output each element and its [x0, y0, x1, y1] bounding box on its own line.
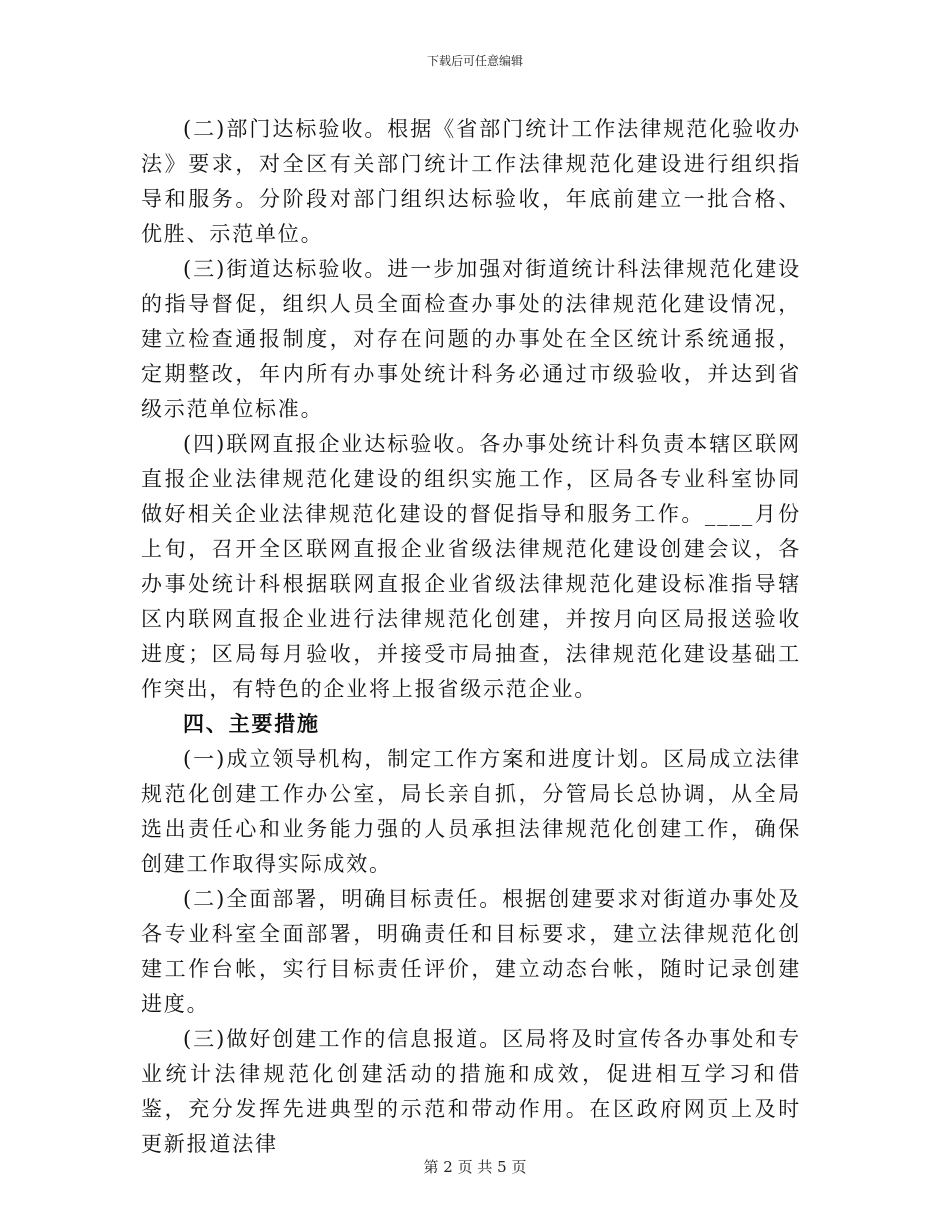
- paragraph-enterprise-acceptance: (四)联网直报企业达标验收。各办事处统计科负责本辖区联网直报企业法律规范化建设的组织实施工作，区局各专业科室协同做好相关企业法律规范化建设的督促指导和服务工作。____月份上旬，召开全区联网直报企业省级法律规范化建设创建会议，各办事处统计科根据联网直报企业省级法律规范化建设标准指导辖区内联网直报企业进行法律规范化创建，并按月向区局报送验收进度；区局每月验收，并接受市局抽查，法律规范化建设基础工作突出，有特色的企业将上报省级示范企业。: [141, 432, 801, 701]
- document-body: [141, 112, 801, 1162]
- page-header: 下载后可任意编辑: [426, 54, 523, 68]
- section-heading-main-measures: 四、主要措施: [183, 712, 320, 736]
- paragraph-leadership: (一)成立领导机构，制定工作方案和进度计划。区局成立法律规范化创建工作办公室，局长亲自抓，分管局长总协调，从全局选出责任心和业务能力强的人员承担法律规范化创建工作，确保创建工作取得实际成效。: [141, 747, 801, 876]
- page-footer: 第 2 页 共 5 页: [423, 1158, 527, 1176]
- paragraph-street-acceptance: (三)街道达标验收。进一步加强对街道统计科法律规范化建设的指导督促，组织人员全面检查办事处的法律规范化建设情况，建立检查通报制度，对存在问题的办事处在全区统计系统通报，定期整改，年内所有办事处统计科务必通过市级验收，并达到省级示范单位标准。: [141, 257, 801, 421]
- paragraph-dept-acceptance: (二)部门达标验收。根据《省部门统计工作法律规范化验收办法》要求，对全区有关部门统计工作法律规范化建设进行组织指导和服务。分阶段对部门组织达标验收，年底前建立一批合格、优胜、示范单位。: [141, 117, 801, 246]
- paragraph-reporting: (三)做好创建工作的信息报道。区局将及时宣传各办事处和专业统计法律规范化创建活动的措施和成效，促进相互学习和借鉴，充分发挥先进典型的示范和带动作用。在区政府网页上及时更新报道法律: [141, 1027, 801, 1156]
- paragraph-deployment: (二)全面部署，明确目标责任。根据创建要求对街道办事处及各专业科室全面部署，明确责任和目标要求，建立法律规范化创建工作台帐，实行目标责任评价，建立动态台帐，随时记录创建进度。: [141, 887, 801, 1016]
